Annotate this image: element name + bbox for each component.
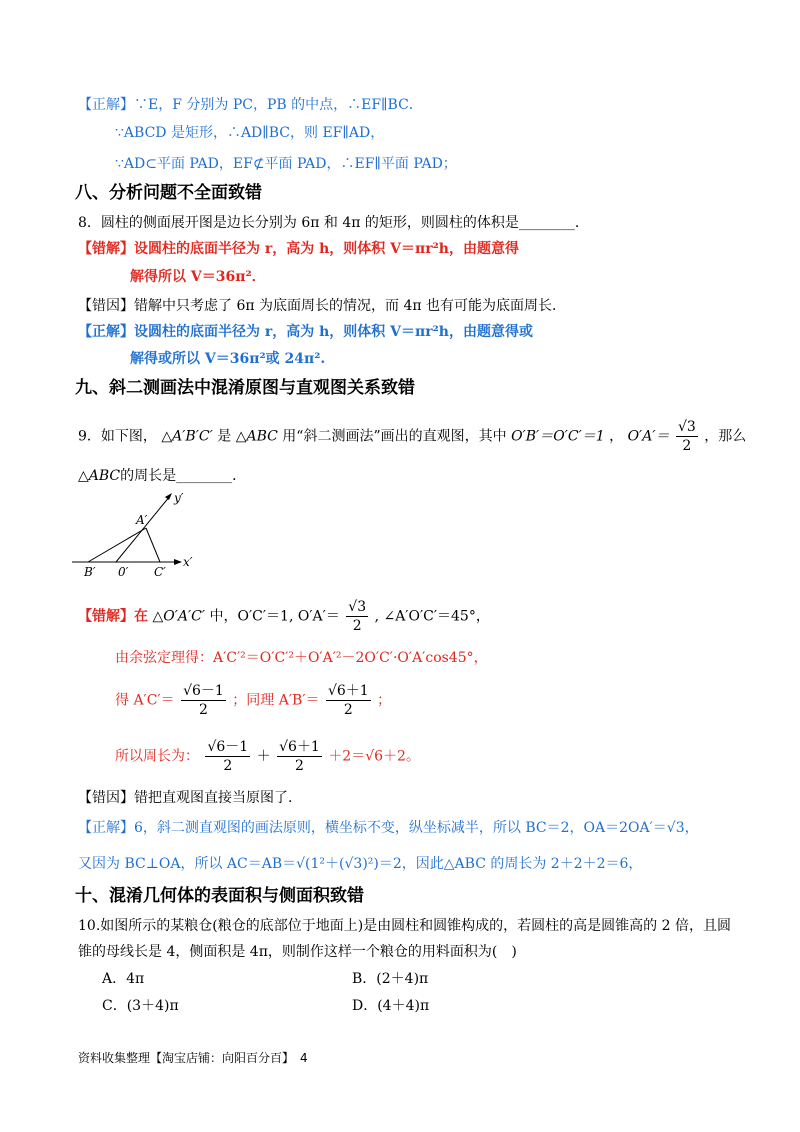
label-y: y′ <box>174 491 184 505</box>
y-axis <box>116 496 170 562</box>
q9-frac <box>676 418 698 455</box>
page-footer: 资料收集整理【淘宝店铺：向阳百分百】 4 <box>78 1051 308 1065</box>
tri: △O′A′C′ <box>152 608 206 625</box>
q9-tri-prime: △A′B′C′ <box>161 428 213 445</box>
q10-option-c: C．(3＋4)π <box>102 998 179 1014</box>
label-x: x′ <box>183 555 193 569</box>
frac <box>346 598 368 635</box>
q9-stem-text: 用“斜二测画法”画出的直观图，其中 <box>282 428 507 445</box>
oblique-figure <box>70 488 195 580</box>
q9-wrong-3 <box>115 682 391 719</box>
q9-stem-text: 9．如下图， <box>78 428 157 445</box>
frac-num: √3 <box>677 419 696 435</box>
q9-cause: 【错因】错把直观图直接当原图了. <box>78 790 293 806</box>
side-ab <box>88 528 146 562</box>
frac-num: √3 <box>348 599 367 615</box>
y-axis-arrow-icon <box>165 493 172 500</box>
text: ；同理 A′B′＝ <box>232 692 320 709</box>
wrong-tag: 【错解】在 <box>78 608 148 625</box>
q9-wrong-1 <box>78 598 490 635</box>
text: ＋ <box>256 748 271 765</box>
frac-num: √6－1 <box>207 739 249 755</box>
q9-tri: △ABC <box>78 468 121 484</box>
text: , ∠A′O′C′＝45°， <box>374 608 490 625</box>
s7-line1: 【正解】∵E，F 分别为 PC，PB 的中点，∴EF∥BC． <box>78 97 423 113</box>
q8-wrong-1: 【错解】设圆柱的底面半径为 r，高为 h，则体积 V＝πr²h，由题意得 <box>78 241 519 257</box>
heading-9: 九、斜二测画法中混淆原图与直观图关系致错 <box>75 378 415 398</box>
frac-num: √6＋1 <box>279 739 320 755</box>
x-axis-arrow-icon <box>174 559 182 565</box>
frac-num: √6＋1 <box>327 683 369 699</box>
q10-option-d: D．(4＋4)π <box>352 998 430 1014</box>
q9-stem-2 <box>78 466 246 486</box>
s7-line2: ∵ABCD 是矩形，∴AD∥BC，则 EF∥AD， <box>115 125 385 141</box>
frac-den: 2 <box>352 618 362 634</box>
s7-line3: ∵AD⊂平面 PAD，EF⊄平面 PAD，∴EF∥平面 PAD； <box>115 156 457 172</box>
q8-right-2: 解得或所以 V＝36π²或 24π². <box>130 351 326 367</box>
frac-num: √6－1 <box>183 683 224 699</box>
q10-stem-2: 锥的母线长是 4，侧面积是 4π，则制作这样一个粮仓的用料面积为( ) <box>78 944 517 960</box>
text: ＋2＝√6＋2。 <box>328 748 420 765</box>
q10-option-a: A．4π <box>102 971 145 987</box>
q9-wrong-4 <box>115 738 420 775</box>
side-ac <box>146 528 160 562</box>
frac <box>326 682 371 719</box>
q9-tri: △ABC <box>235 428 278 445</box>
label-o: 0′ <box>118 565 129 579</box>
q10-option-b: B．(2＋4)π <box>352 971 429 987</box>
q9-stem-text: 是 <box>217 428 232 445</box>
q8-wrong-2: 解得所以 V＝36π²． <box>130 269 266 285</box>
q9-oa: O′A′＝ <box>627 428 670 445</box>
frac-den: 2 <box>343 702 353 718</box>
text: ； <box>377 692 392 709</box>
heading-10: 十、混淆几何体的表面积与侧面积致错 <box>75 886 364 906</box>
text: 所以周长为： <box>115 748 199 765</box>
q9-wrong-2: 由余弦定理得：A′C′²＝O′C′²＋O′A′²－2O′C′·O′A′cos45°， <box>115 650 488 666</box>
q9-stem-text: 的周长是________． <box>120 468 247 484</box>
label-a: A′ <box>136 513 148 527</box>
heading-8: 八、分析问题不全面致错 <box>75 183 262 203</box>
frac <box>205 738 250 775</box>
label-b: B′ <box>84 565 96 579</box>
q10-stem-1: 10.如图所示的某粮仓(粮仓的底部位于地面上)是由圆柱和圆锥构成的，若圆柱的高是圆锥高的 2 倍，且圆 <box>78 918 731 934</box>
frac-den: 2 <box>199 702 208 718</box>
q8-stem: 8．圆柱的侧面展开图是边长分别为 6π 和 4π 的矩形，则圆柱的体积是________． <box>78 215 589 231</box>
q9-right-1: 【正解】6，斜二测直观图的画法原则，横坐标不变，纵坐标减半，所以 BC＝2，OA＝2OA′＝√3， <box>78 820 699 836</box>
frac-den: 2 <box>295 758 304 774</box>
frac-den: 2 <box>223 758 233 774</box>
q9-ob-oc: O′B′＝O′C′＝1 <box>511 428 605 445</box>
frac <box>181 682 226 719</box>
q8-right-1: 【正解】设圆柱的底面半径为 r，高为 h，则体积 V＝πr²h，由题意得或 <box>78 324 533 340</box>
q9-stem-text: ， <box>609 428 624 445</box>
text: 得 A′C′＝ <box>115 692 175 709</box>
frac-den: 2 <box>682 438 692 454</box>
q8-cause: 【错因】错解中只考虑了 6π 为底面周长的情况，而 4π 也有可能为底面周长． <box>78 298 567 314</box>
text: 中，O′C′＝1, O′A′＝ <box>209 608 340 625</box>
frac <box>277 738 322 775</box>
q9-right-2: 又因为 BC⊥OA，所以 AC＝AB＝√(1²＋(√3)²)＝2，因此△ABC 的周长为 2＋2＋2＝6， <box>78 856 643 872</box>
q9-stem-text: ，那么 <box>704 428 747 445</box>
q9-stem <box>78 418 746 455</box>
label-c: C′ <box>154 565 166 579</box>
